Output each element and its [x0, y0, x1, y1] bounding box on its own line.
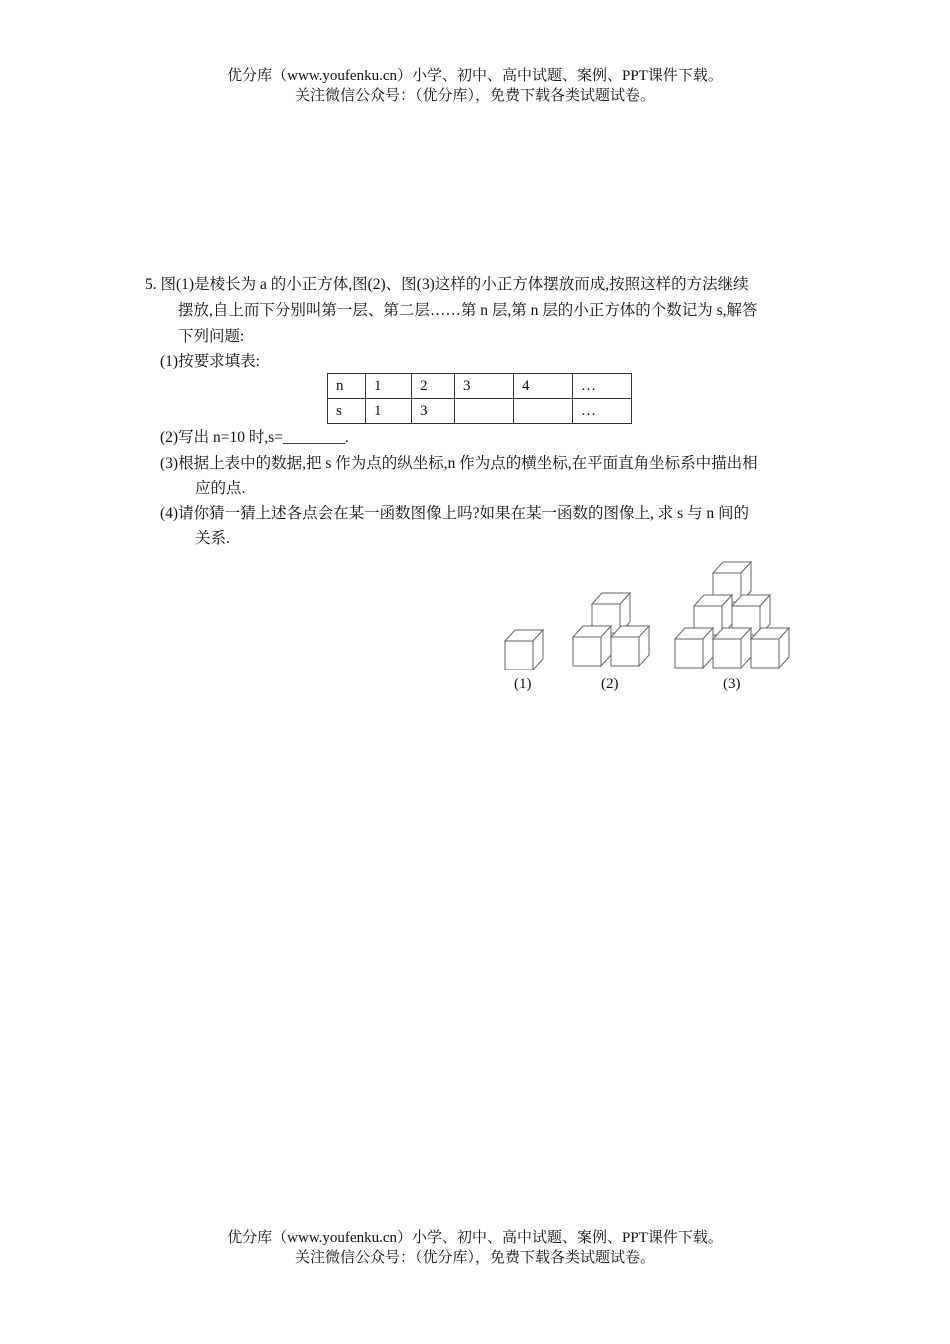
part-4-line-2: 关系.: [195, 530, 230, 547]
figure-2-caption: (2): [601, 676, 619, 692]
question-line-1: 5. 图(1)是棱长为 a 的小正方体,图(2)、图(3)这样的小正方体摆放而成,按照这样的方法继续: [145, 276, 749, 293]
table-cell: 2: [412, 374, 455, 399]
table-cell: …: [573, 399, 632, 424]
figure-1-cubes: [505, 630, 543, 670]
figure-3-cubes: [675, 562, 789, 668]
question-line-2: 摆放,自上而下分别叫第一层、第二层……第 n 层,第 n 层的小正方体的个数记为 s,解答: [178, 302, 758, 319]
table-row-n: [328, 374, 632, 399]
table-cell: [455, 399, 514, 424]
part-4-line-1: (4)请你猜一猜上述各点会在某一函数图像上吗?如果在某一函数的图像上, 求 s 与 n 间的: [160, 505, 749, 522]
header-line-1: 优分库（www.youfenku.cn）小学、初中、高中试题、案例、PPT课件下载。: [227, 68, 723, 84]
part-3-line-1: (3)根据上表中的数据,把 s 作为点的纵坐标,n 作为点的横坐标,在平面直角坐标系中描出相: [160, 455, 758, 472]
table-cell: [514, 399, 573, 424]
table-cell: …: [573, 374, 632, 399]
part-3-line-2: 应的点.: [195, 480, 246, 497]
table-cell: n: [328, 374, 366, 399]
page-footer: [0, 1228, 950, 1268]
question-line-3: 下列问题:: [178, 328, 245, 345]
fill-in-table: [327, 373, 632, 424]
table-cell: s: [328, 399, 366, 424]
figure-3-caption: (3): [723, 676, 741, 692]
table-cell: 1: [366, 399, 412, 424]
footer-line-2: 关注微信公众号：（优分库），免费下载各类试题试卷。: [294, 1250, 655, 1266]
table-cell: 3: [412, 399, 455, 424]
table-cell: 4: [514, 374, 573, 399]
part-2-text: (2)写出 n=10 时,s=________.: [160, 429, 349, 446]
part-1-label: (1)按要求填表:: [160, 353, 260, 370]
table-cell: 3: [455, 374, 514, 399]
table-cell: 1: [366, 374, 412, 399]
figure-1-caption: (1): [514, 676, 532, 692]
header-line-2: 关注微信公众号：（优分库），免费下载各类试题试卷。: [294, 88, 655, 104]
footer-line-1: 优分库（www.youfenku.cn）小学、初中、高中试题、案例、PPT课件下载。: [227, 1230, 723, 1246]
page-header: [0, 66, 950, 106]
table-row-s: [328, 399, 632, 424]
figure-2-cubes: [573, 593, 649, 666]
cube-figures: [495, 555, 800, 670]
